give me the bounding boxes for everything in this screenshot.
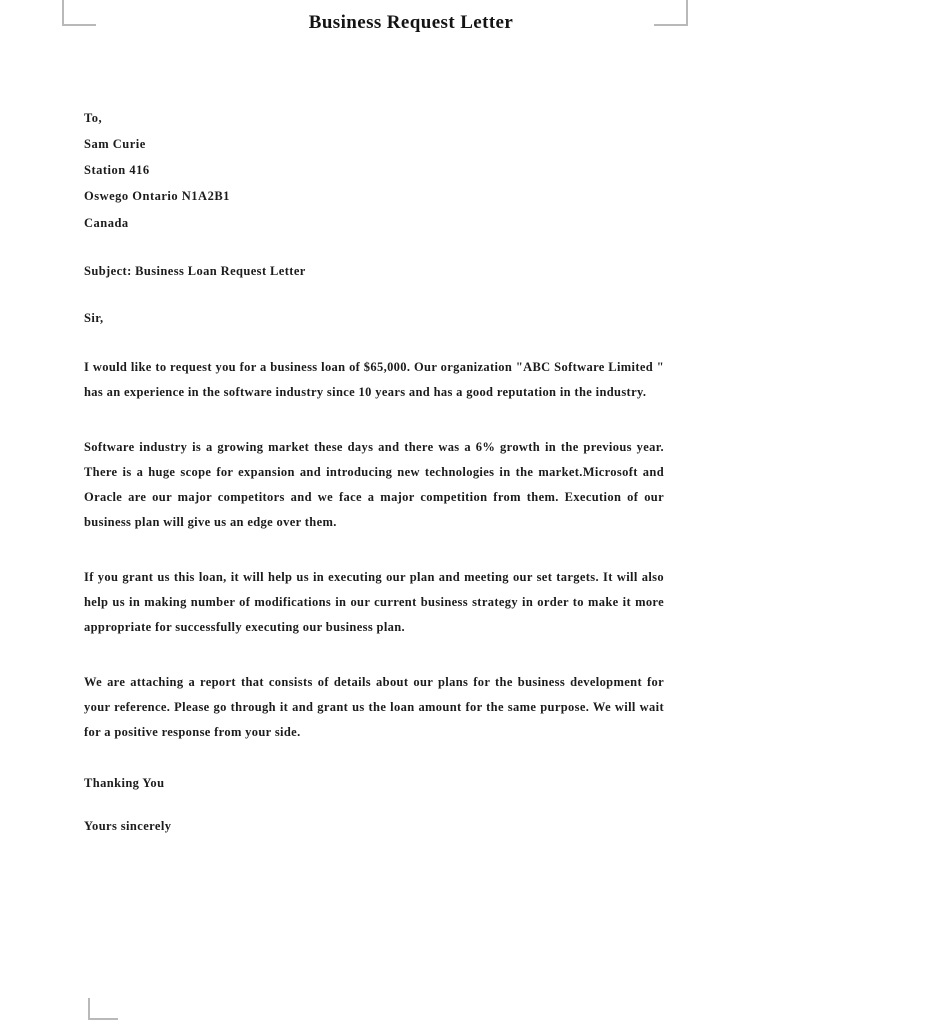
subject-line: Subject: Business Loan Request Letter xyxy=(84,263,306,278)
page-title: Business Request Letter xyxy=(308,12,514,33)
address-subject-spacer xyxy=(84,243,664,265)
crop-mark-bottom-left-icon xyxy=(88,994,122,1020)
closing-thanking: Thanking You xyxy=(84,775,165,790)
closing-signoff: Yours sincerely xyxy=(84,819,172,833)
document-content xyxy=(84,0,664,833)
address-line-street: Station 416 xyxy=(84,163,150,178)
letter-body xyxy=(84,112,664,833)
body-paragraph-4: We are attaching a report that consists of details about our plans for the business development for your reference. Please go through it and grant us the loan amount for the same purpose. We will wait for a positive response from your side. xyxy=(84,674,664,739)
recipient-address-block xyxy=(84,112,664,230)
body-paragraph-1: I would like to request you for a business loan of $65,000. Our organization "ABC Software Limited " has an experience in the software industry since 10 years and has a good reputation in the industry. xyxy=(84,359,664,399)
address-to-label: To, xyxy=(84,111,103,125)
body-paragraph-2: Software industry is a growing market these days and there was a 6% growth in the previous year. There is a huge scope for expansion and introducing new technologies in the market.Microsoft and Oracle are our major competitors and we face a major competition from them. Execution of our business plan will give us an edge over them. xyxy=(84,439,664,529)
address-line-country: Canada xyxy=(84,215,129,230)
salutation: Sir, xyxy=(84,310,104,325)
body-paragraph-3: If you grant us this loan, it will help us in executing our plan and meeting our set targets. It will also help us in making number of modifications in our current business strategy in order to make it more appropriate for successfully executing our business plan. xyxy=(84,569,664,634)
address-line-city-province-postal: Oswego Ontario N1A2B1 xyxy=(84,189,230,204)
address-line-name: Sam Curie xyxy=(84,137,146,152)
